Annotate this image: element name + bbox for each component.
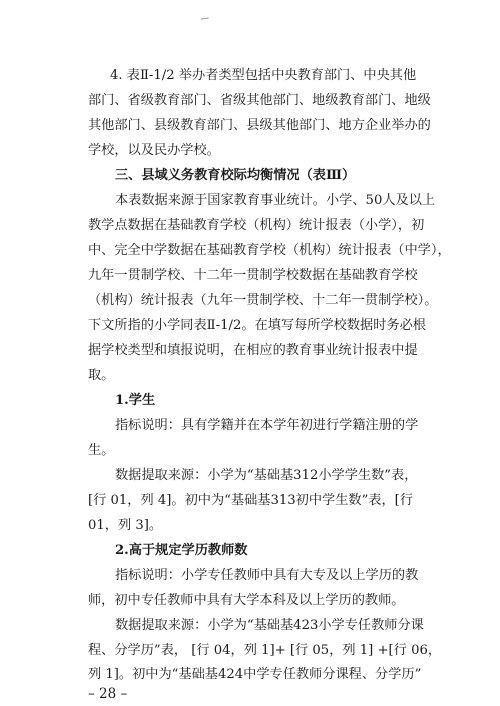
- subsection-heading: 2.高于规定学历教师数: [115, 543, 248, 558]
- paragraph-line: 指标说明：小学专任教师中具有大专及以上学历的教: [115, 568, 419, 583]
- paragraph-line: 师，初中专任教师中具有大学本科及以上学历的教师。: [88, 593, 405, 608]
- paragraph-line: 4. 表Ⅱ-1/2 举办者类型包括中央教育部门、中央其他: [110, 68, 417, 83]
- paragraph-line: 数据提取来源：小学为“基础基312小学学生数”表，: [115, 468, 418, 483]
- paragraph-line: （机构）统计报表（九年一贯制学校、十二年一贯制学校）。: [88, 293, 438, 308]
- paragraph-line: 数据提取来源：小学为“基础基423小学专任教师分课: [115, 618, 424, 633]
- paragraph-line: 列 1]。初中为“基础基424中学专任教师分课程、分学历”: [88, 667, 422, 682]
- paragraph-line: 取。: [88, 368, 115, 383]
- paragraph-line: 部门、省级教育部门、省级其他部门、地级教育部门、地级: [88, 93, 431, 108]
- paragraph-line: 中、完全中学数据在基础教育学校（机构）统计报表（中学），: [88, 243, 451, 258]
- paragraph-line: 下文所指的小学同表Ⅱ-1/2。在填写每所学校数据时务必根: [88, 318, 426, 333]
- paragraph-line: 九年一贯制学校、十二年一贯制学校数据在基础教育学校: [88, 268, 418, 283]
- paragraph-line: 教学点数据在基础教育学校（机构）统计报表（小学），初: [88, 218, 425, 233]
- scan-mark: [201, 17, 209, 22]
- paragraph-line: 学校，以及民办学校。: [88, 143, 220, 158]
- paragraph-line: 其他部门、县级教育部门、县级其他部门、地方企业举办的: [88, 118, 431, 133]
- paragraph-line: 程、分学历”表， [行 04，列 1]+ [行 05，列 1] +[行 06，: [88, 643, 442, 658]
- paragraph-line: 指标说明：具有学籍并在本学年初进行学籍注册的学: [115, 418, 419, 433]
- paragraph-line: 01，列 3]。: [88, 518, 163, 533]
- paragraph-line: 据学校类型和填报说明，在相应的教育事业统计报表中提: [88, 343, 418, 358]
- subsection-heading: 1.学生: [115, 393, 156, 408]
- page-number: – 28 –: [88, 686, 128, 702]
- paragraph-line: 生。: [88, 443, 115, 458]
- paragraph-line: 本表数据来源于国家教育事业统计。小学、50人及以上: [115, 193, 436, 208]
- section-heading: 三、县域义务教育校际均衡情况（表Ⅲ）: [115, 168, 356, 183]
- paragraph-line: [行 01，列 4]。初中为“基础基313初中学生数”表，[行: [88, 493, 414, 508]
